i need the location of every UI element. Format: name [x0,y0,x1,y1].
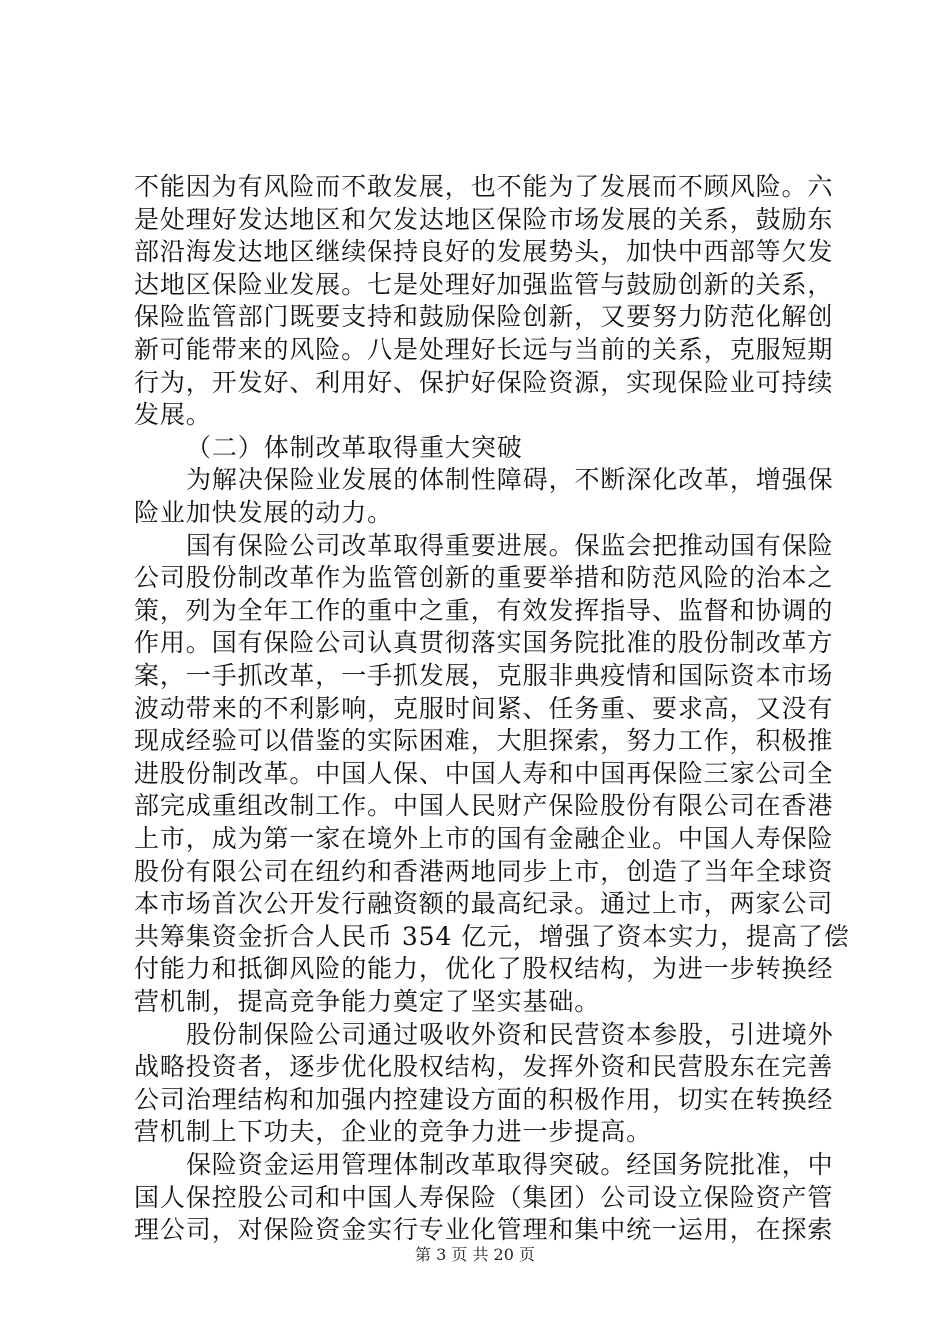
text-line: 现成经验可以借鉴的实际困难，大胆探索，努力工作，积极推 [134,726,834,756]
text-line: 作用。国有保险公司认真贯彻落实国务院批准的股份制改革方 [134,628,834,658]
text-line: 公司股份制改革作为监管创新的重要举措和防范风险的治本之 [134,563,834,593]
section-heading: （二）体制改革取得重大突破 [186,432,523,462]
text-line: 部沿海发达地区继续保持良好的发展势头，加快中西部等欠发 [134,237,834,267]
text-line: 付能力和抵御风险的能力，优化了股权结构，为进一步转换经 [134,954,834,984]
text-line: 案，一手抓改革，一手抓发展，克服非典疫情和国际资本市场 [134,661,834,690]
text-line: 战略投资者，逐步优化股权结构，发挥外资和民营股东在完善 [134,1052,834,1082]
text-line: 保险资金运用管理体制改革取得突破。经国务院批准，中 [186,1150,834,1179]
text-line: 不能因为有风险而不敢发展，也不能为了发展而不顾风险。六 [134,172,834,201]
text-line: 进股份制改革。中国人保、中国人寿和中国再保险三家公司全 [134,758,834,788]
text-line: 波动带来的不利影响，克服时间紧、任务重、要求高，又没有 [134,693,834,723]
page-number: 第 3 页 共 20 页 [415,1245,535,1264]
text-line: 部完成重组改制工作。中国人民财产保险股份有限公司在香港 [134,791,834,821]
text-line: 理公司，对保险资金实行专业化管理和集中统一运用，在探索 [134,1215,834,1245]
text-line: 共筹集资金折合人民币 354 亿元，增强了资本实力，提高了偿 [134,921,850,951]
text-line: 是处理好发达地区和欠发达地区保险市场发展的关系，鼓励东 [134,204,834,234]
text-line: 股份制保险公司通过吸收外资和民营资本参股，引进境外 [186,1019,834,1049]
text-line: 国人保控股公司和中国人寿保险（集团）公司设立保险资产管 [134,1182,834,1212]
text-line: 新可能带来的风险。八是处理好长远与当前的关系，克服短期 [134,335,834,364]
text-line: 营机制，提高竞争能力奠定了坚实基础。 [134,987,601,1016]
text-line: 营机制上下功夫，企业的竞争力进一步提高。 [134,1117,653,1147]
text-line: 发展。 [134,400,212,430]
text-line: 策，列为全年工作的重中之重，有效发挥指导、监督和协调的 [134,595,834,625]
text-line: 公司治理结构和加强内控建设方面的积极作用，切实在转换经 [134,1084,834,1114]
text-line: 本市场首次公开发行融资额的最高纪录。通过上市，两家公司 [134,889,834,919]
text-line: 国有保险公司改革取得重要进展。保监会把推动国有保险 [186,530,834,560]
text-line: 行为，开发好、利用好、保护好保险资源，实现保险业可持续 [134,367,834,397]
text-line: 达地区保险业发展。七是处理好加强监管与鼓励创新的关系， [134,269,834,299]
text-line: 险业加快发展的动力。 [134,498,394,527]
text-line: 为解决保险业发展的体制性障碍，不断深化改革，增强保 [186,465,834,495]
text-line: 保险监管部门既要支持和鼓励保险创新，又要努力防范化解创 [134,302,834,332]
text-line: 上市，成为第一家在境外上市的国有金融企业。中国人寿保险 [134,824,834,853]
text-line: 股份有限公司在纽约和香港两地同步上市，创造了当年全球资 [134,856,834,886]
